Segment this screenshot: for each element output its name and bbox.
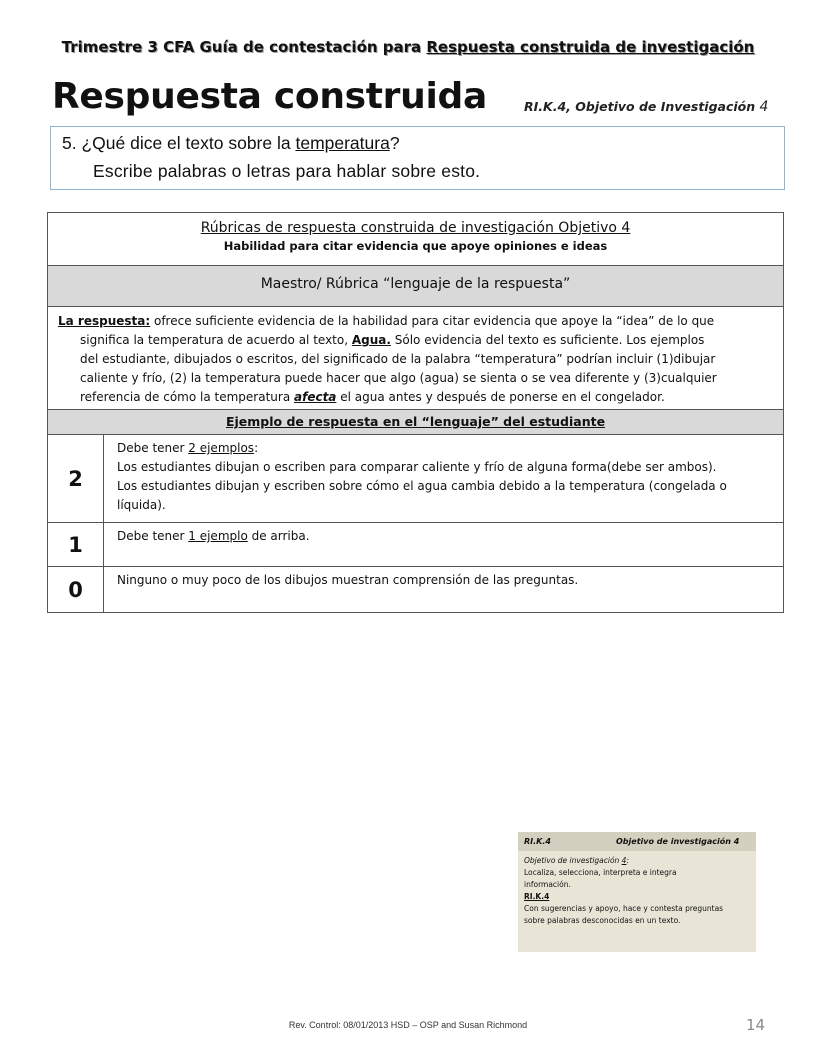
score-row-1 — [48, 523, 784, 567]
score-2-lead-pre: Debe tener — [117, 441, 189, 455]
response-line2-pre: significa la temperatura de acuerdo al texto, — [80, 333, 352, 347]
rubric-subtitle: Habilidad para citar evidencia que apoye opiniones e ideas — [223, 239, 608, 253]
score-1-lead-post: de arriba. — [247, 529, 310, 543]
score-0-text: Ninguno o muy poco de los dibujos muestran comprensión de las preguntas. — [117, 573, 579, 587]
response-line3: del estudiante, dibujados o escritos, del significado de la palabra “temperatura” podrían incluir (1)dibujar — [80, 352, 716, 366]
response-line1-text: ofrece suficiente evidencia de la habilidad para citar evidencia que apoye la “idea” de lo que — [150, 314, 715, 328]
standard-text-1: Con sugerencias y apoyo, hace y contesta preguntas — [524, 904, 724, 913]
score-2-line3: Los estudiantes dibujan y escriben sobre cómo el agua cambia debido a la temperatura (congelada o — [117, 479, 727, 493]
score-row-2 — [48, 435, 784, 523]
response-line2 — [58, 331, 775, 350]
standards-box-objective: Objetivo de investigación 4 — [616, 837, 740, 846]
score-2: 2 — [48, 435, 104, 523]
response-row — [48, 307, 784, 410]
standard-text-2: sobre palabras desconocidas en un texto. — [524, 916, 681, 925]
question-prefix: 5. ¿Qué dice el texto sobre la — [62, 133, 296, 153]
objective-text-2: información. — [524, 880, 571, 889]
standard-reference — [524, 99, 768, 115]
teacher-header-row — [48, 266, 784, 307]
objective-number: 4 — [621, 856, 627, 865]
score-2-line2: Los estudiantes dibujan o escriben para comparar caliente y frío de alguna forma(debe ser ambos). — [117, 460, 717, 474]
response-line5-pre: referencia de cómo la temperatura — [80, 390, 294, 404]
score-2-lead-post: : — [254, 441, 259, 455]
score-1-lead-bold: 1 ejemplo — [188, 529, 248, 543]
response-line5 — [58, 388, 775, 407]
score-1-description — [104, 523, 784, 567]
response-line2-bold: Agua. — [351, 333, 391, 347]
score-2-line4: líquida). — [117, 498, 166, 512]
response-line2-post: Sólo evidencia del texto es suficiente. Los ejemplos — [390, 333, 705, 347]
question-line1 — [62, 133, 400, 154]
objective-label-line — [524, 855, 750, 867]
question-line2: Escribe palabras o letras para hablar sobre esto. — [93, 161, 481, 181]
example-header: Ejemplo de respuesta en el “lenguaje” del estudiante — [225, 414, 606, 429]
response-cell — [48, 307, 784, 410]
score-1: 1 — [48, 523, 104, 567]
page-title: Respuesta construida — [52, 76, 487, 117]
objective-text-1: Localiza, selecciona, interpreta e integra — [524, 868, 677, 877]
score-0-description — [104, 567, 784, 613]
standards-box-code: RI.K.4 — [524, 837, 551, 846]
response-line1 — [58, 312, 775, 331]
header-title — [0, 38, 816, 56]
score-2-lead-bold: 2 ejemplos — [188, 441, 255, 455]
header-underlined: Respuesta construida de investigación — [426, 38, 755, 56]
example-header-row — [48, 410, 784, 435]
teacher-header-cell — [48, 266, 784, 307]
rubric-table — [47, 212, 784, 613]
score-2-lead — [117, 439, 773, 458]
question-box — [50, 126, 785, 190]
score-2-description — [104, 435, 784, 523]
score-0: 0 — [48, 567, 104, 613]
standards-box-header — [518, 832, 756, 851]
response-line4: caliente y frío, (2) la temperatura puede hacer que algo (agua) se sienta o se vea diferente y (3)cualquier — [80, 371, 717, 385]
response-text — [48, 307, 783, 407]
teacher-header: Maestro/ Rúbrica “lenguaje de la respuesta” — [260, 276, 571, 292]
footer-revision: Rev. Control: 08/01/2013 HSD – OSP and Susan Richmond — [288, 1020, 528, 1030]
score-1-lead-pre: Debe tener — [117, 529, 189, 543]
header-prefix: Trimestre 3 CFA Guía de contestación para — [61, 38, 427, 56]
rubric-header-cell — [48, 213, 784, 266]
question-suffix: ? — [389, 133, 400, 153]
score-row-0 — [48, 567, 784, 613]
standard-number: 4 — [759, 99, 769, 115]
response-label: La respuesta: — [58, 314, 151, 328]
standards-box — [518, 832, 756, 952]
question-keyword: temperatura — [295, 133, 390, 153]
objective-colon: : — [626, 856, 629, 865]
example-header-cell — [48, 410, 784, 435]
standard-text: RI.K.4, Objetivo de Investigación — [524, 99, 756, 114]
standard-label: RI.K.4 — [524, 892, 550, 901]
page-number: 14 — [746, 1016, 766, 1034]
response-line5-post: el agua antes y después de ponerse en el congelador. — [336, 390, 665, 404]
standards-box-body — [518, 851, 756, 927]
rubric-title: Rúbricas de respuesta construida de investigación Objetivo 4 — [200, 220, 631, 236]
objective-label: Objetivo de investigación — [524, 856, 622, 865]
rubric-header-row — [48, 213, 784, 266]
response-line5-bold: afecta — [294, 390, 337, 404]
